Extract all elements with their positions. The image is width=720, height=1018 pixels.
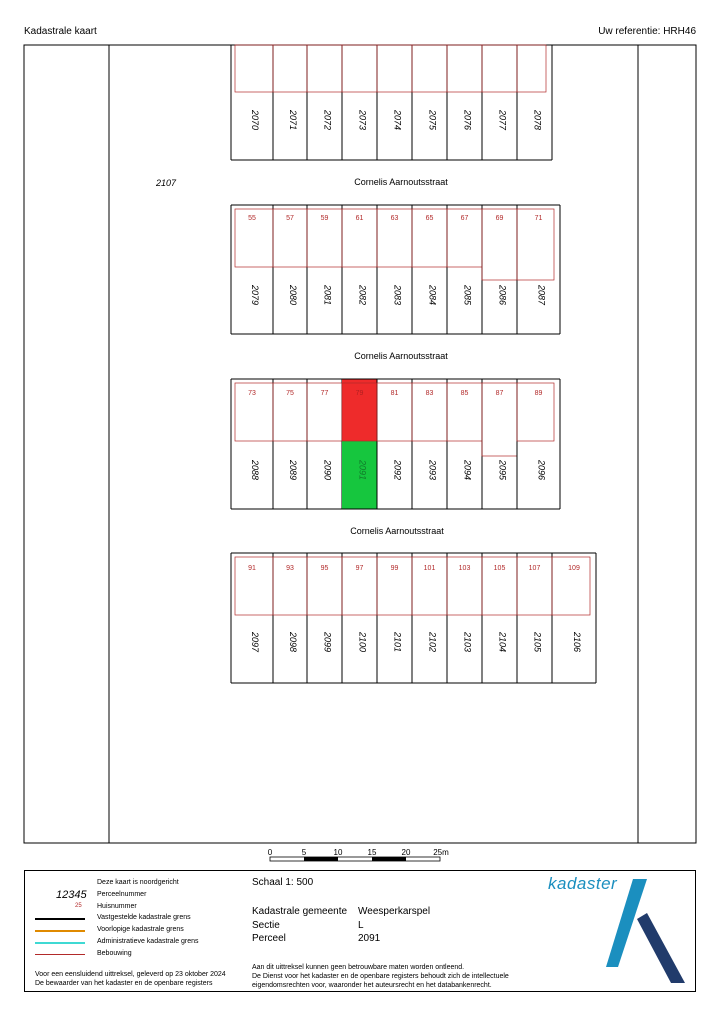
legend-house-label: Huisnummer (97, 903, 137, 910)
parcel-number: 2070 (250, 109, 260, 131)
parcel-number: 2086 (497, 284, 508, 306)
legend-parcel-sample: 12345 (56, 889, 87, 901)
scale-tick: 5 (301, 848, 307, 857)
page-title: Kadastrale kaart (24, 26, 97, 37)
street-label: Cornelis Aarnoutsstraat (354, 177, 448, 187)
parcel-number: 2102 (427, 631, 438, 653)
house-number: 101 (423, 565, 436, 572)
parcel-number: 2104 (497, 631, 508, 653)
legend-footer-2: De bewaarder van het kadaster en de openbare registers (35, 980, 213, 987)
house-number: 87 (495, 390, 504, 397)
building-outline (517, 45, 546, 92)
building-outline (482, 45, 517, 92)
parcel-number: 2099 (322, 631, 333, 653)
parcel-number: 2092 (392, 459, 403, 481)
parcel-number: 2078 (532, 109, 543, 131)
scale-tick: 25m (433, 848, 449, 857)
building-outline (377, 45, 412, 92)
legend-panel (24, 870, 696, 992)
parcel-number: 2097 (250, 631, 260, 653)
house-number: 77 (320, 390, 329, 397)
parcel-number: 2103 (462, 631, 473, 653)
house-number: 107 (528, 565, 541, 572)
house-number: 55 (248, 215, 256, 222)
legend-line-admin (35, 942, 85, 944)
house-number: 93 (286, 565, 294, 572)
house-number: 75 (286, 390, 294, 397)
parcel-number: 2093 (427, 459, 438, 481)
parcel-number: 2074 (392, 109, 403, 131)
parcel-number: 2084 (427, 284, 438, 306)
parcel-label-2107: 2107 (155, 178, 177, 188)
parcel-number: 2081 (322, 284, 333, 306)
disclaimer-3: eigendomsrechten voor, waaronder het auteursrecht en het databankenrecht. (252, 982, 492, 989)
house-number: 79 (355, 390, 364, 397)
house-number: 59 (320, 215, 329, 222)
legend-building-label: Bebouwing (97, 950, 132, 957)
legend-north: Deze kaart is noordgericht (97, 879, 179, 886)
perceel-label: Perceel (252, 933, 286, 944)
house-number: 85 (460, 390, 469, 397)
parcel-number: 2080 (288, 284, 298, 306)
highlight-building (342, 379, 377, 441)
kadaster-logo-text: kadaster (548, 874, 618, 893)
legend-admin-label: Administratieve kadastrale grens (97, 938, 199, 945)
street-label: Cornelis Aarnoutsstraat (350, 526, 444, 536)
scale-bar-segment (372, 857, 406, 861)
parcel-number: 2083 (392, 284, 403, 306)
house-number: 83 (425, 390, 434, 397)
house-number: 81 (390, 390, 399, 397)
parcel-number: 2075 (427, 109, 438, 131)
building-outline (412, 45, 447, 92)
parcel-number: 2076 (462, 109, 473, 131)
scale-tick: 10 (333, 848, 343, 857)
legend-line-provisional (35, 930, 85, 932)
legend-house-sample: 25 (75, 903, 82, 909)
disclaimer-2: De Dienst voor het kadaster en de openbare registers behoudt zich de intellectuele (252, 973, 509, 980)
parcel-number: 2073 (357, 109, 368, 131)
kadaster-logo-icon (603, 879, 685, 985)
legend-fixed-label: Vastgestelde kadastrale grens (97, 914, 191, 921)
legend-parcel-label: Perceelnummer (97, 891, 147, 898)
house-number: 61 (355, 215, 364, 222)
building-outline (447, 45, 482, 92)
parcel-blocks (231, 45, 596, 683)
scale-tick: 0 (267, 848, 273, 857)
house-number: 67 (460, 215, 469, 222)
house-number: 91 (248, 565, 256, 572)
house-number: 69 (495, 215, 504, 222)
house-number: 63 (390, 215, 399, 222)
parcel-number: 2085 (462, 284, 473, 306)
parcel-number: 2089 (288, 459, 298, 481)
house-number: 71 (534, 215, 543, 222)
gemeente-label: Kadastrale gemeente (252, 906, 348, 917)
legend-line-building (35, 954, 85, 955)
building-outline (342, 45, 377, 92)
parcel-number: 2105 (532, 631, 543, 653)
building-outline (307, 45, 342, 92)
parcel-number: 2082 (357, 284, 368, 306)
parcel-number: 2095 (497, 459, 508, 481)
parcel-number: 2072 (322, 109, 333, 131)
parcel-number: 2091 (357, 459, 368, 481)
legend-line-fixed (35, 918, 85, 920)
parcel-number: 2071 (288, 109, 298, 131)
reference: Uw referentie: HRH46 (598, 26, 696, 37)
parcel-number: 2087 (536, 284, 547, 306)
house-number: 57 (286, 215, 294, 222)
house-number: 95 (320, 565, 329, 572)
parcel-number: 2079 (250, 284, 260, 306)
scale-tick: 15 (367, 848, 377, 857)
house-number: 65 (425, 215, 434, 222)
house-number: 103 (458, 565, 471, 572)
parcel-number: 2077 (497, 109, 508, 131)
gemeente-value: Weesperkarspel (358, 906, 431, 917)
perceel-value: 2091 (358, 933, 381, 944)
legend-footer-1: Voor een eensluidend uittreksel, geleverd op 23 oktober 2024 (35, 971, 226, 978)
parcel-number: 2090 (322, 459, 333, 481)
scale-tick: 20 (401, 848, 411, 857)
building-outline (235, 45, 273, 92)
house-number: 99 (390, 565, 399, 572)
parcel-number: 2106 (572, 631, 582, 653)
scale-bar-segment (304, 857, 338, 861)
parcel-number: 2088 (250, 459, 260, 481)
house-number: 105 (493, 565, 506, 572)
parcel-number: 2096 (536, 459, 547, 481)
scale-bar (268, 848, 449, 861)
sectie-label: Sectie (252, 920, 280, 931)
disclaimer-1: Aan dit uittreksel kunnen geen betrouwbare maten worden ontleend. (252, 964, 465, 971)
scale-text: Schaal 1: 500 (252, 877, 314, 888)
sectie-value: L (358, 920, 364, 931)
legend-provisional-label: Voorlopige kadastrale grens (97, 926, 184, 933)
house-number: 109 (568, 565, 580, 572)
parcel-number: 2101 (392, 631, 403, 653)
scale-bar-outline (270, 857, 440, 861)
parcel-number: 2094 (462, 459, 473, 481)
house-number: 97 (355, 565, 364, 572)
house-number: 89 (534, 390, 543, 397)
parcel-number: 2098 (288, 631, 298, 653)
parcel-number: 2100 (357, 631, 368, 653)
street-label: Cornelis Aarnoutsstraat (354, 351, 448, 361)
house-number: 73 (248, 390, 256, 397)
building-outline (273, 45, 307, 92)
